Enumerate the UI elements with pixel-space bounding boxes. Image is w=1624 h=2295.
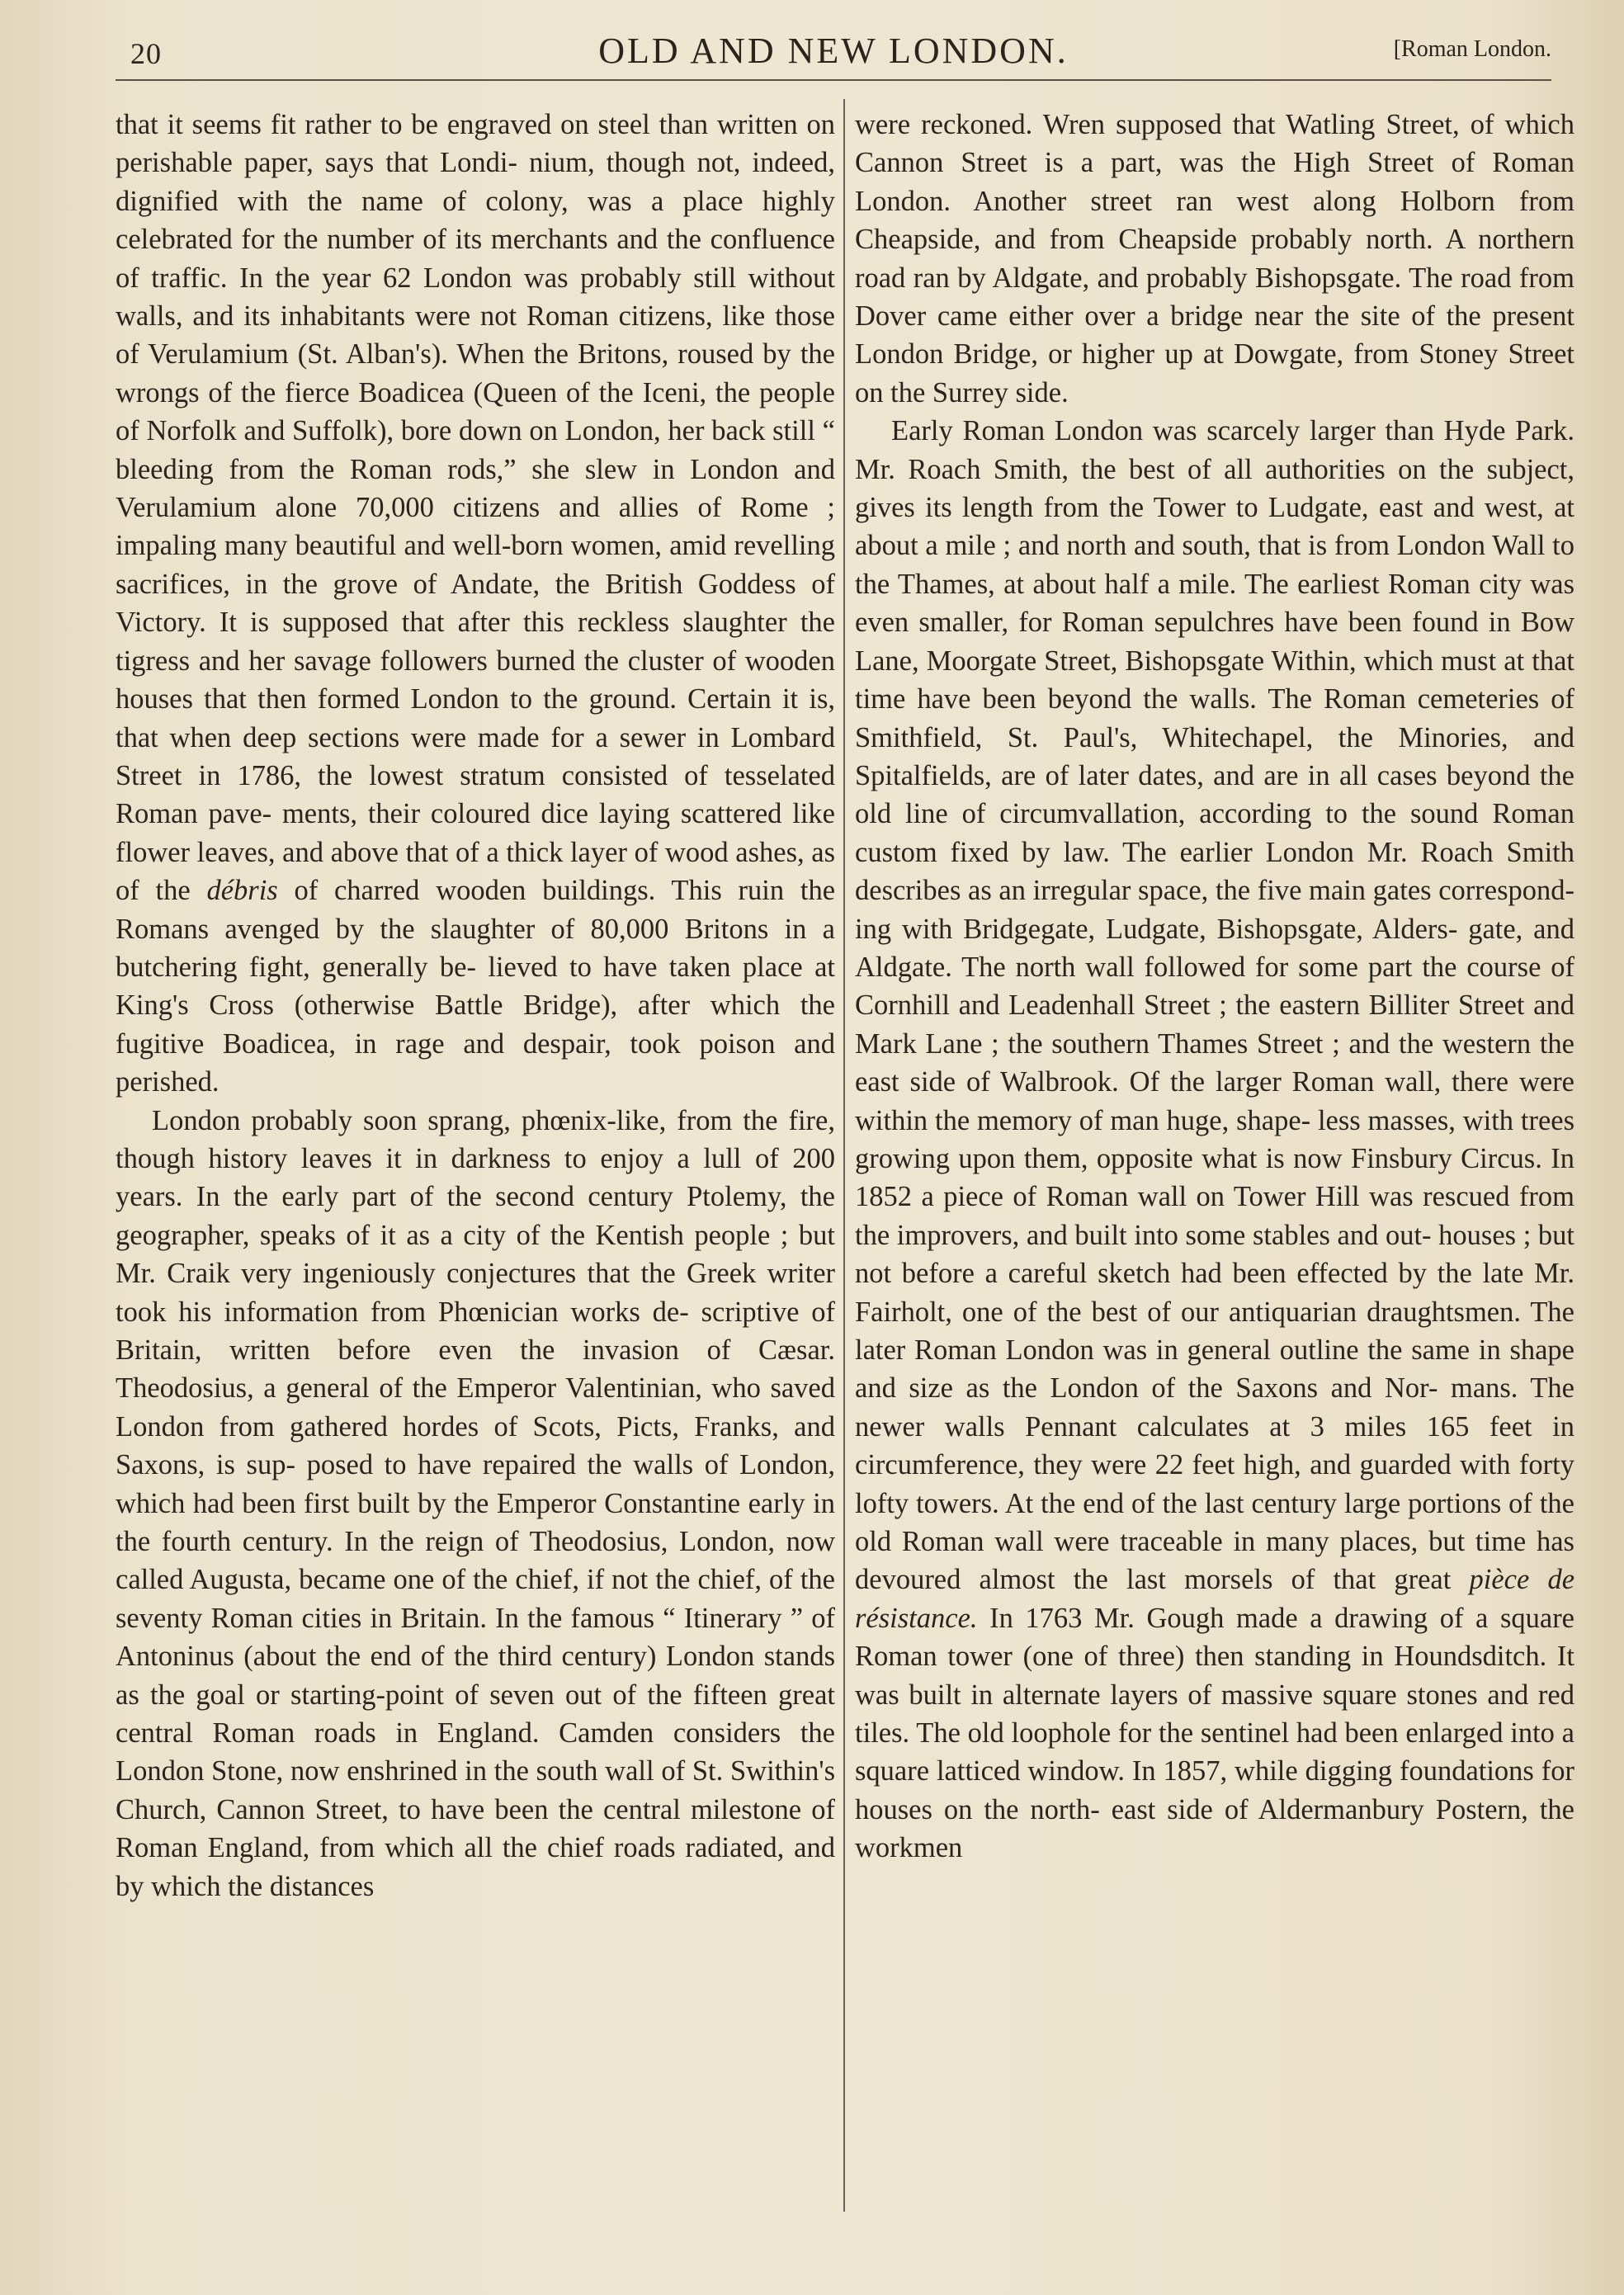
running-title: OLD AND NEW LONDON. [598, 31, 1069, 71]
section-label: [Roman London. [1393, 36, 1551, 62]
right-paragraph-1: were reckoned. Wren supposed that Watling Street, of which Cannon Street is a part, was the High Street of Roman London. Another street ran west along Holborn from Cheapside, and from Cheapside probably north. A northern road ran by Aldgate, and probably Bishopsgate. The road from Dover came either over a bridge near the site of the present London Bridge, or higher up at Dowgate, from Stoney Street on the Surrey side. [855, 109, 1574, 408]
left-p1-italic: débris [206, 875, 278, 907]
left-paragraph-2: London probably soon sprang, phœnix-like, from the fire, though history leaves it in darkness to enjoy a lull of 200 years. In the early part of the second century Ptolemy, the geographer, speaks of it as a city of the Kentish people ; but Mr. Craik very ingeniously conjectures that the Greek writer took his information from Phœnician works de- scriptive of Britain, written before even the invasion of Cæsar. Theodosius, a general of the Emperor Valentinian, who saved London from gathered hordes of Scots, Picts, Franks, and Saxons, is sup- posed to have repaired the walls of London, which had been first built by the Emperor Constantine early in the fourth century. In the reign of Theodosius, London, now called Augusta, became one of the chief, if not the chief, of the seventy Roman cities in Britain. In the famous “ Itinerary ” of Antoninus (about the end of the third century) London stands as the goal or starting-point of seven out of the fifteen great central Roman roads in England. Camden considers the London Stone, now enshrined in the south wall of St. Swithin's Church, Cannon Street, to have been the central milestone of Roman England, from which all the chief roads radiated, and by which the distances [116, 1104, 835, 1902]
left-p1-text-start: that it seems fit rather to be engraved on steel than written on perishable paper, says that Londi- nium, though not, indeed, dignified with the name of colony, was a place highly celebrated for the number of its merchants and the confluence of traffic. In the year 62 London was probably still without walls, and its inhabitants were not Roman citizens, like those of Verulamium (St. Alban's). When the Britons, roused by the wrongs of the fierce Boadicea (Queen of the Iceni, the people of Norfolk and Suffolk), bore down on London, her back still “ bleeding from the Roman rods,” she slew in London and Verulamium alone 70,000 citizens and allies of Rome ; impaling many beautiful and well-born women, amid revelling sacrifices, in the grove of Andate, the British Goddess of Victory. It is supposed that after this reckless slaughter the tigress and her savage followers burned the cluster of wooden houses that then formed London to the ground. Certain it is, that when deep sections were made for a sewer in Lombard Street in 1786, the lowest stratum consisted of tesselated Roman pave- ments, their coloured dice laying scattered like flower leaves, and above that of a thick layer of wood ashes, as of the [116, 109, 835, 907]
column-divider [843, 99, 845, 2212]
left-paragraph-1 [116, 106, 835, 1102]
page-header [116, 25, 1551, 78]
right-paragraph-2 [855, 412, 1574, 1867]
left-p1-text-end: of charred wooden buildings. This ruin the Romans avenged by the slaughter of 80,000 Britons in a butchering fight, generally be- lieved to have taken place at King's Cross (otherwise Battle Bridge), after which the fugitive Boadicea, in rage and despair, took poison and perished. [116, 875, 836, 1098]
right-p2-text-start: Early Roman London was scarcely larger than Hyde Park. Mr. Roach Smith, the best of all authorities on the subject, gives its length from the Tower to Ludgate, east and west, at about a mile ; and north and south, that is from London Wall to the Thames, at about half a mile. The earliest Roman city was even smaller, for Roman sepulchres have been found in Bow Lane, Moorgate Street, Bishopsgate Within, which must at that time have been beyond the walls. The Roman cemeteries of Smithfield, St. Paul's, Whitechapel, the Minories, and Spitalfields, are of later dates, and are in all cases beyond the old line of circumvallation, according to the sound Roman custom fixed by law. The earlier London Mr. Roach Smith describes as an irregular space, the five main gates correspond- ing with Bridgegate, Ludgate, Bishopsgate, Alders- gate, and Aldgate. The north wall followed for some part the course of Cornhill and Leadenhall Street ; the eastern Billiter Street and Mark Lane ; the southern Thames Street ; and the western the east side of Walbrook. Of the larger Roman wall, there were within the memory of man huge, shape- less masses, with trees growing upon them, opposite what is now Finsbury Circus. In 1852 a piece of Roman wall on Tower Hill was rescued from the improvers, and built into some stables and out- houses ; but not before a careful sketch had been effected by the late Mr. Fairholt, one of the best of our antiquarian draughtsmen. The later Roman London was in general outline the same in shape and size as the London of the Saxons and Nor- mans. The newer walls Pennant calculates at 3 miles 165 feet in circumference, they were 22 feet high, and guarded with forty lofty towers. At the end of the last century large portions of the old Roman wall were traceable in many places, but time has devoured almost the last morsels of that great [855, 415, 1574, 1596]
right-column [855, 106, 1574, 1868]
left-column [116, 106, 835, 1905]
right-p2-italic: pièce de résistance. [855, 1564, 1575, 1634]
right-p2-text-end: In 1763 Mr. Gough made a drawing of a square Roman tower (one of three) then standing in Houndsditch. It was built in alternate layers of massive square stones and red tiles. The old loophole for the sentinel had been enlarged into a square latticed window. In 1857, while digging foundations for houses on the north- east side of Aldermanbury Postern, the workmen [855, 1602, 1574, 1864]
header-rule [116, 79, 1551, 81]
page-number: 20 [130, 37, 162, 70]
